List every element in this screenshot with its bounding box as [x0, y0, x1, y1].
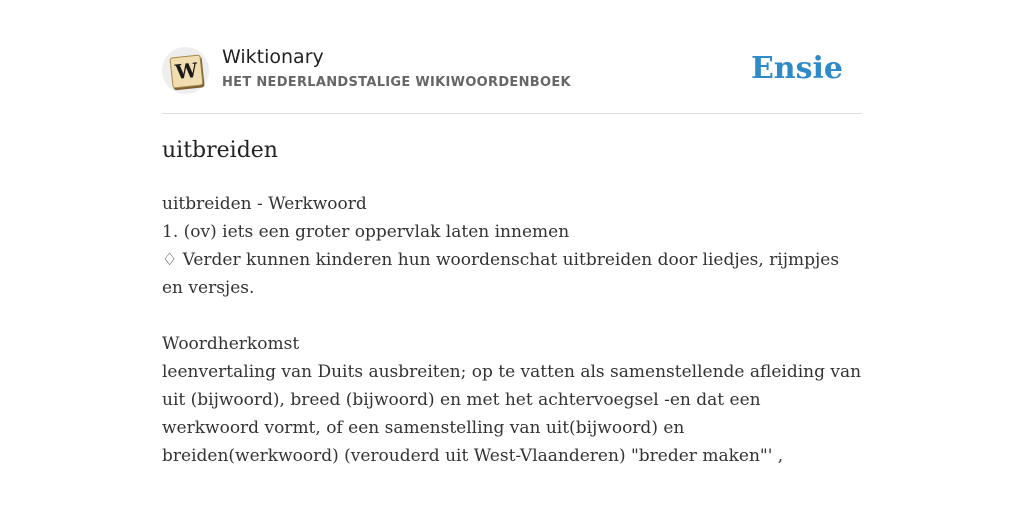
site-name[interactable]: Wiktionary: [222, 46, 324, 68]
site-tagline: HET NEDERLANDSTALIGE WIKIWOORDENBOEK: [222, 75, 571, 90]
etymology-heading: Woordherkomst: [162, 334, 300, 354]
entry-body: [162, 190, 862, 470]
wiktionary-tile-icon: W: [169, 54, 203, 88]
entry-definition: 1. (ov) iets een groter oppervlak laten innemen: [162, 222, 570, 242]
entry-example: ♢ Verder kunnen kinderen hun woordenschat uitbreiden door liedjes, rijmpjes en versjes.: [162, 250, 840, 298]
paragraph-gap: [162, 302, 862, 330]
etymology-text: leenvertaling van Duits ausbreiten; op te vatten als samenstellende afleiding van uit (bijwoord), breed (bijwoord) en met het achtervoegsel -en dat een werkwoord vormt, of een samenstelling van uit(bijwoord) en breiden(werkwoord) (verouderd uit West-Vlaanderen) "breder maken"' ,: [162, 362, 862, 466]
page-title: uitbreiden: [162, 138, 278, 163]
entry-heading: uitbreiden - Werkwoord: [162, 194, 367, 214]
site-header: [162, 0, 862, 114]
ensie-logo[interactable]: Ensie: [750, 51, 843, 86]
wiktionary-logo[interactable]: [162, 47, 209, 94]
content: [162, 0, 862, 466]
